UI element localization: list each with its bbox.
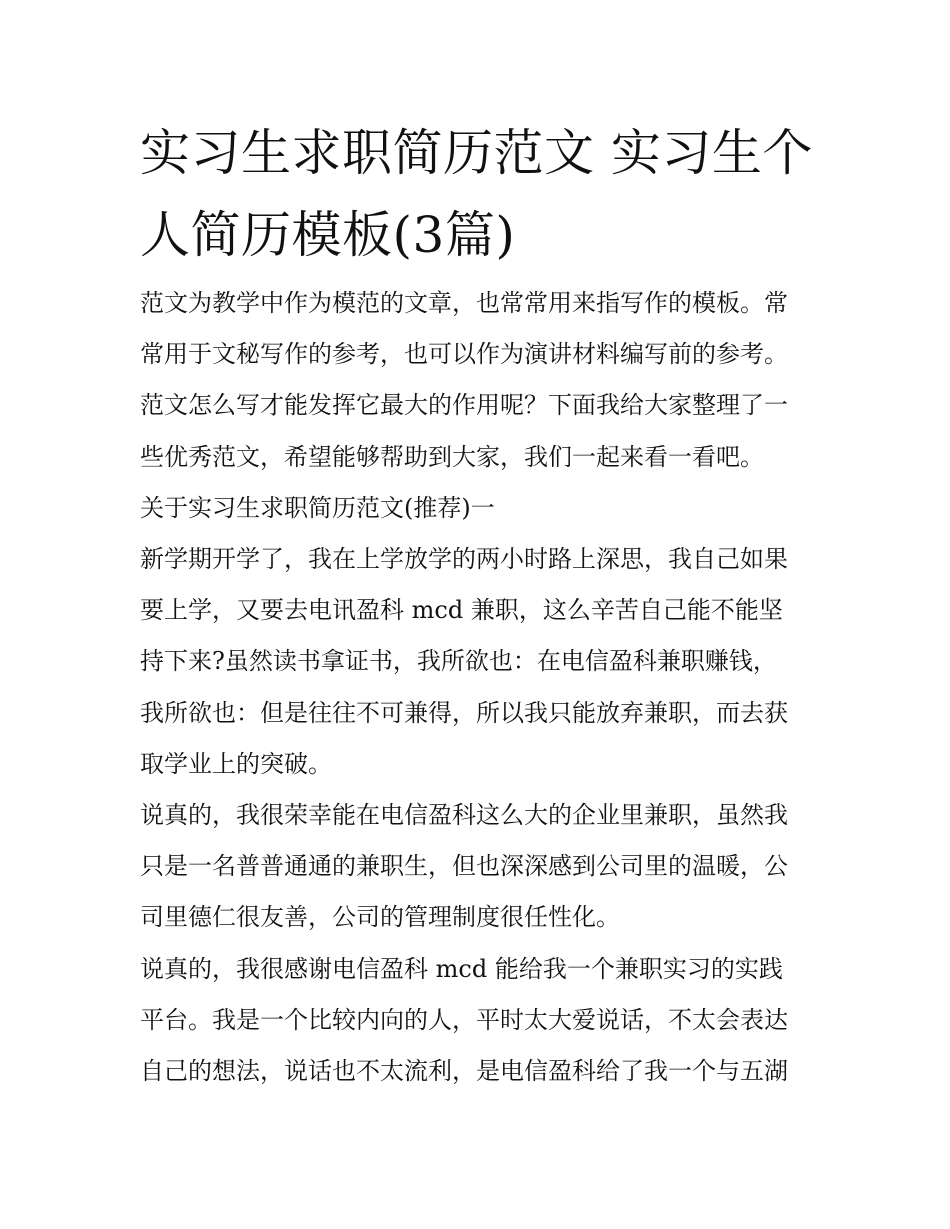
text-line: 新学期开学了，我在上学放学的两小时路上深思，我自己如果 <box>140 545 788 574</box>
text-line: 范文为教学中作为模范的文章，也常常用来指写作的模板。常 <box>140 289 788 317</box>
text-line: 些优秀范文，希望能够帮助到大家，我们一起来看一看吧。 <box>140 442 764 471</box>
body-paragraph-3 <box>140 944 815 1098</box>
text-line: 说真的，我很感谢电信盈科 mcd 能给我一个兼职实习的实践 <box>140 954 783 983</box>
text-line: 自己的想法，说话也不太流利，是电信盈科给了我一个与五湖 <box>140 1057 788 1086</box>
text-line: 取学业上的突破。 <box>140 749 332 778</box>
text-line: 司里德仁很友善，公司的管理制度很任性化。 <box>140 903 620 932</box>
text-line: 说真的，我很荣幸能在电信盈科这么大的企业里兼职，虽然我 <box>140 801 788 830</box>
document-title <box>140 112 815 276</box>
text-line: 只是一名普普通通的兼职生，但也深深感到公司里的温暖，公 <box>140 852 788 881</box>
section-heading <box>140 483 815 534</box>
intro-paragraph <box>140 278 815 483</box>
body-paragraph-1 <box>140 534 815 790</box>
text-line: 要上学，又要去电讯盈科 mcd 兼职，这么辛苦自己能不能坚 <box>140 596 783 625</box>
text-line: 我所欲也：但是往往不可兼得，所以我只能放弃兼职，而去获 <box>140 698 788 727</box>
text-line: 关于实习生求职简历范文(推荐)一 <box>140 493 495 522</box>
title-line: 人简历模板(3篇) <box>140 206 516 264</box>
text-line: 持下来?虽然读书拿证书，我所欲也：在电信盈科兼职赚钱， <box>140 647 777 676</box>
text-line: 平台。我是一个比较内向的人，平时太大爱说话，不太会表达 <box>140 1005 788 1034</box>
document-page <box>140 112 815 1097</box>
body-paragraph-2 <box>140 790 815 944</box>
text-line: 常用于文秘写作的参考，也可以作为演讲材料编写前的参考。 <box>140 340 788 369</box>
text-line: 范文怎么写才能发挥它最大的作用呢？下面我给大家整理了一 <box>140 391 788 420</box>
title-line: 实习生求职简历范文 实习生个 <box>140 124 813 182</box>
